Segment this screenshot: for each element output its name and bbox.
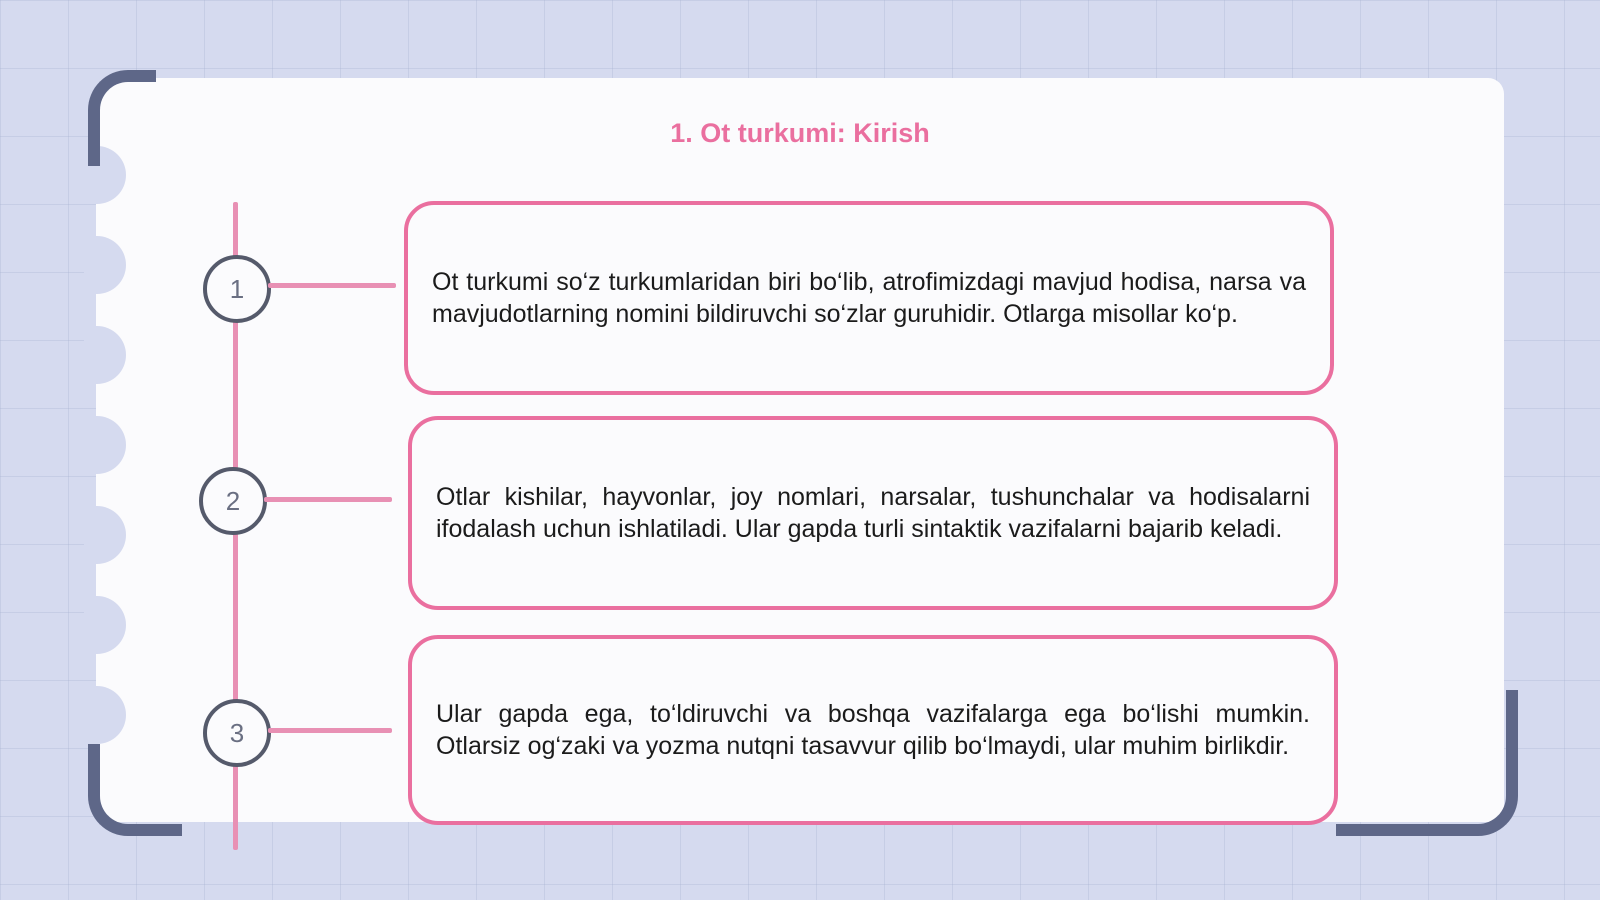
step-1-card	[404, 201, 1334, 395]
slide-title: 1. Ot turkumi: Kirish	[670, 118, 930, 148]
step-1-connector	[268, 283, 396, 288]
step-number: 1	[229, 273, 245, 304]
step-3-text: Ular gapda ega, to‘ldiruvchi va boshqa vazifalarga ega bo‘lishi mumkin. Otlarsiz og‘zaki va yozma nutqni tasavvur qilib bo‘lmaydi, ular muhim birlikdir.	[436, 700, 1310, 760]
step-number: 2	[225, 485, 241, 516]
frame-corner-bottom-left	[88, 744, 182, 836]
step-1-circle	[203, 255, 271, 323]
step-3-card	[408, 635, 1338, 825]
step-2-card	[408, 416, 1338, 610]
step-2-text: Otlar kishilar, hayvonlar, joy nomlari, narsalar, tushunchalar va hodisalarni ifodalash uchun ishlatiladi. Ular gapda turli sintaktik vazifalarni bajarib keladi.	[436, 483, 1310, 543]
frame-corner-bottom-right	[1336, 690, 1518, 836]
step-2-connector	[264, 497, 392, 502]
step-3-connector	[268, 728, 392, 733]
step-2-circle	[199, 467, 267, 535]
step-3-circle	[203, 699, 271, 767]
step-1-text: Ot turkumi so‘z turkumlaridan biri bo‘lib, atrofimizdagi mavjud hodisa, narsa va mavjudotlarning nomini bildiruvchi so‘zlar guruhidir. Otlarga misollar ko‘p.	[432, 268, 1306, 328]
step-number: 3	[229, 717, 245, 748]
